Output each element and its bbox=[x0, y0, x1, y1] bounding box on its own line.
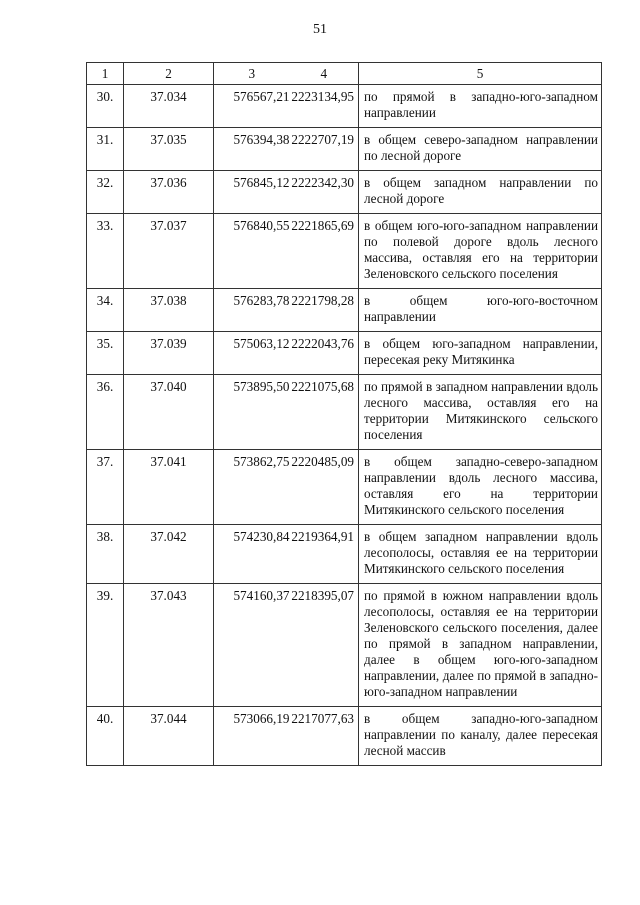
coordinate-y: 2223134,95 bbox=[290, 85, 359, 128]
coordinate-y: 2217077,63 bbox=[290, 707, 359, 766]
coordinate-y: 2219364,91 bbox=[290, 525, 359, 584]
row-number: 31. bbox=[87, 128, 124, 171]
row-number: 35. bbox=[87, 332, 124, 375]
point-id: 37.044 bbox=[124, 707, 214, 766]
row-number: 32. bbox=[87, 171, 124, 214]
point-id: 37.038 bbox=[124, 289, 214, 332]
coordinate-y: 2222342,30 bbox=[290, 171, 359, 214]
coordinate-y: 2218395,07 bbox=[290, 584, 359, 707]
boundary-description: в общем западно-юго-западном направлении по каналу, далее пересекая лесной массив bbox=[359, 707, 602, 766]
row-number: 30. bbox=[87, 85, 124, 128]
table-row bbox=[87, 128, 602, 171]
row-number: 40. bbox=[87, 707, 124, 766]
coordinate-x: 574230,84 bbox=[214, 525, 290, 584]
coordinate-x: 576845,12 bbox=[214, 171, 290, 214]
table-row bbox=[87, 707, 602, 766]
table-row bbox=[87, 584, 602, 707]
boundary-description: в общем юго-юго-восточном направлении bbox=[359, 289, 602, 332]
table-row bbox=[87, 375, 602, 450]
point-id: 37.039 bbox=[124, 332, 214, 375]
row-number: 33. bbox=[87, 214, 124, 289]
row-number: 39. bbox=[87, 584, 124, 707]
row-number: 36. bbox=[87, 375, 124, 450]
boundary-coordinates-table bbox=[86, 62, 602, 766]
coordinate-y: 2221798,28 bbox=[290, 289, 359, 332]
page-number: 51 bbox=[313, 22, 327, 37]
boundary-description: в общем юго-юго-западном направлении по полевой дороге вдоль лесного массива, оставляя его на территории Зеленовского сельского поселения bbox=[359, 214, 602, 289]
boundary-description: по прямой в южном направлении вдоль лесополосы, оставляя ее на территории Зеленовского сельского поселения, далее по прямой в западном направлении, далее в общем юго-юго-западном направлении, далее по прямой в западно-юго-западном направлении bbox=[359, 584, 602, 707]
coordinate-y: 2222707,19 bbox=[290, 128, 359, 171]
coordinate-x: 574160,37 bbox=[214, 584, 290, 707]
point-id: 37.040 bbox=[124, 375, 214, 450]
coordinate-x: 573862,75 bbox=[214, 450, 290, 525]
table-row bbox=[87, 289, 602, 332]
coordinate-x: 576394,38 bbox=[214, 128, 290, 171]
boundary-description: в общем западном направлении по лесной дороге bbox=[359, 171, 602, 214]
coordinate-y: 2222043,76 bbox=[290, 332, 359, 375]
coordinate-x: 576283,78 bbox=[214, 289, 290, 332]
table-row bbox=[87, 171, 602, 214]
coordinate-x: 575063,12 bbox=[214, 332, 290, 375]
table-header-row bbox=[87, 63, 602, 85]
table-row bbox=[87, 450, 602, 525]
header-col-5: 5 bbox=[359, 63, 602, 85]
table-row bbox=[87, 214, 602, 289]
point-id: 37.036 bbox=[124, 171, 214, 214]
coordinate-x: 576840,55 bbox=[214, 214, 290, 289]
coordinate-y: 2220485,09 bbox=[290, 450, 359, 525]
row-number: 37. bbox=[87, 450, 124, 525]
table-row bbox=[87, 332, 602, 375]
header-col-2: 2 bbox=[124, 63, 214, 85]
boundary-description: в общем западно-северо-западном направлении вдоль лесного массива, оставляя его на территории Митякинского сельского поселения bbox=[359, 450, 602, 525]
point-id: 37.034 bbox=[124, 85, 214, 128]
coordinate-y: 2221075,68 bbox=[290, 375, 359, 450]
boundary-description: в общем юго-западном направлении, пересекая реку Митякинка bbox=[359, 332, 602, 375]
row-number: 38. bbox=[87, 525, 124, 584]
boundary-description: по прямой в западном направлении вдоль лесного массива, оставляя его на территории Митякинского сельского поселения bbox=[359, 375, 602, 450]
point-id: 37.041 bbox=[124, 450, 214, 525]
coordinate-y: 2221865,69 bbox=[290, 214, 359, 289]
table-body bbox=[87, 85, 602, 766]
header-col-1: 1 bbox=[87, 63, 124, 85]
coordinate-x: 573066,19 bbox=[214, 707, 290, 766]
point-id: 37.037 bbox=[124, 214, 214, 289]
boundary-description: в общем западном направлении вдоль лесополосы, оставляя ее на территории Митякинского сельского поселения bbox=[359, 525, 602, 584]
header-col-4: 4 bbox=[290, 63, 359, 85]
point-id: 37.042 bbox=[124, 525, 214, 584]
boundary-description: в общем северо-западном направлении по лесной дороге bbox=[359, 128, 602, 171]
point-id: 37.035 bbox=[124, 128, 214, 171]
boundary-description: по прямой в западно-юго-западном направлении bbox=[359, 85, 602, 128]
coordinate-x: 576567,21 bbox=[214, 85, 290, 128]
table-row bbox=[87, 525, 602, 584]
header-col-3: 3 bbox=[214, 63, 290, 85]
coordinate-x: 573895,50 bbox=[214, 375, 290, 450]
point-id: 37.043 bbox=[124, 584, 214, 707]
row-number: 34. bbox=[87, 289, 124, 332]
table-row bbox=[87, 85, 602, 128]
